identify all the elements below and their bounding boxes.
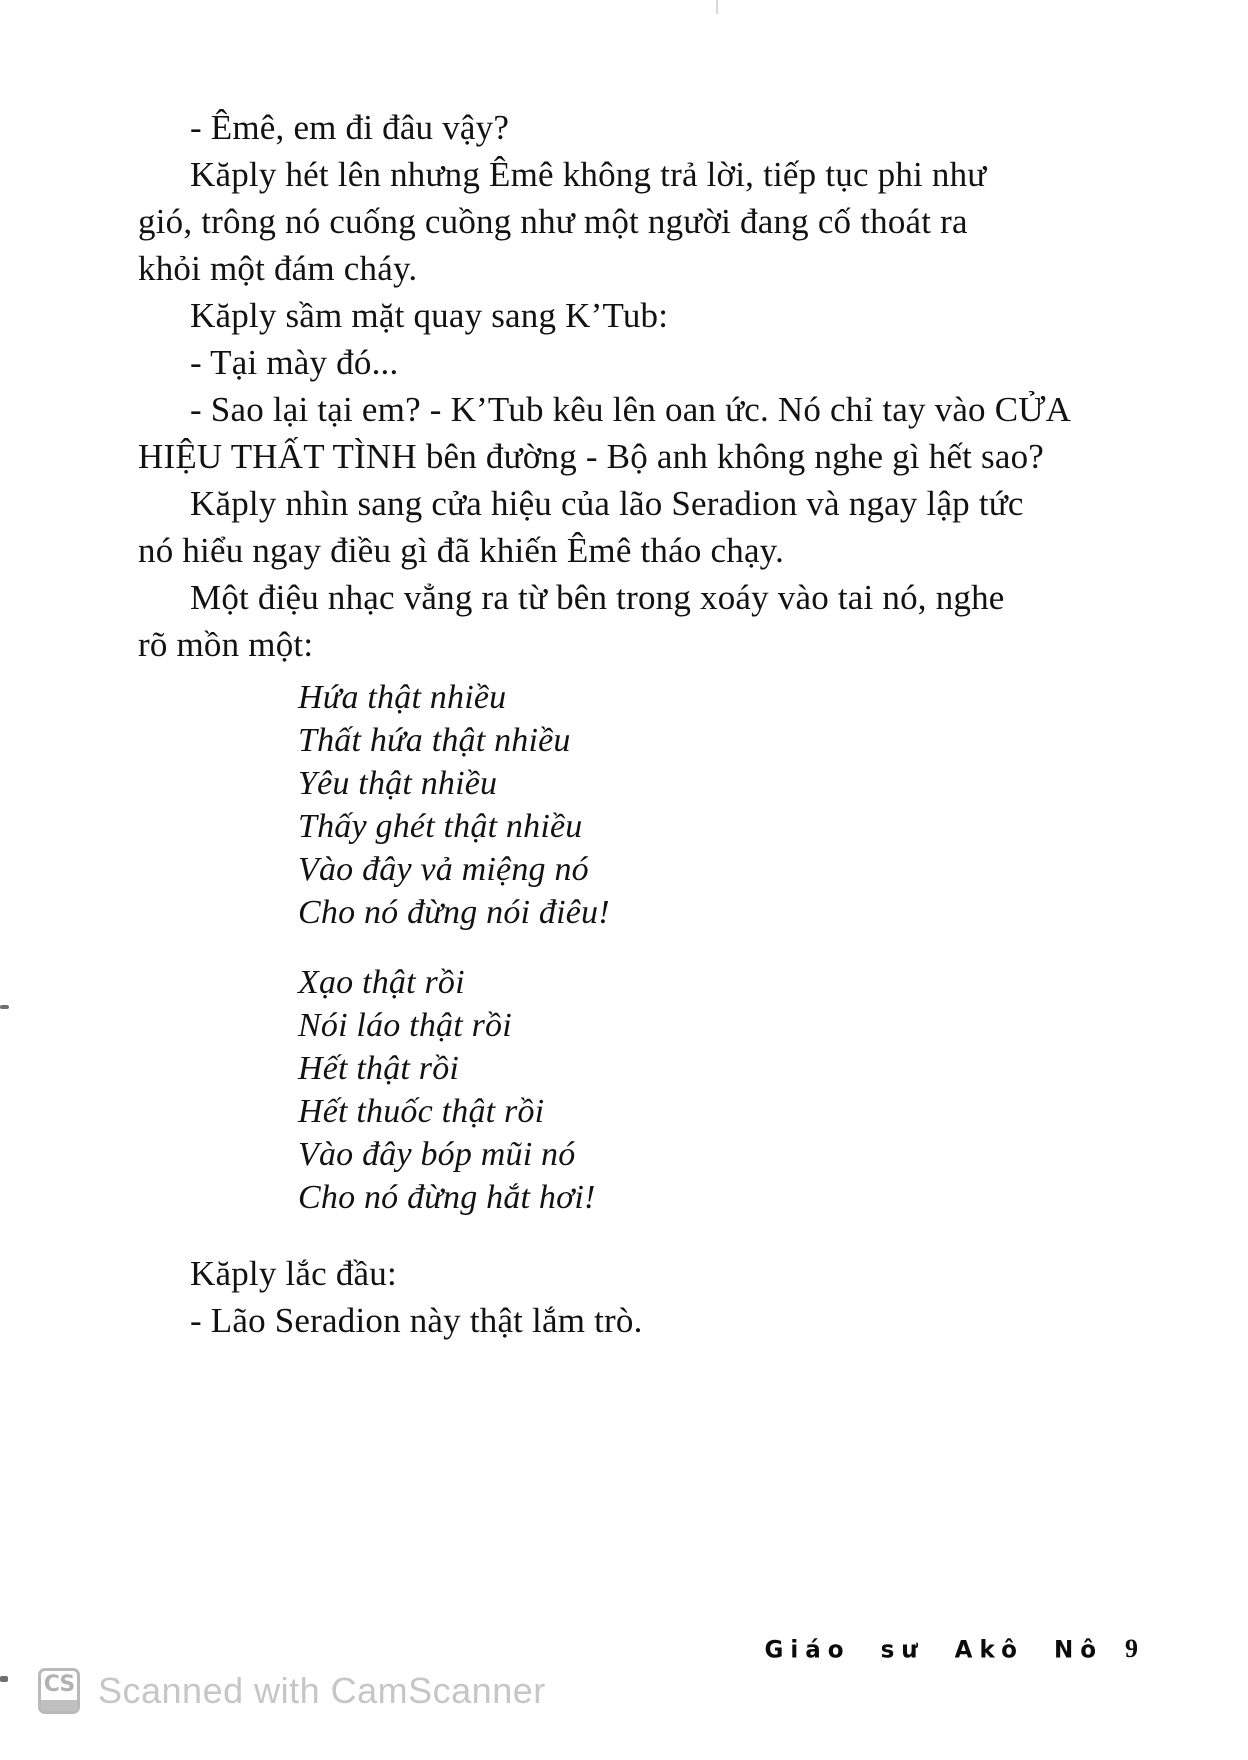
text-line: Kăply hét lên nhưng Êmê không trả lời, tiếp tục phi như (190, 155, 987, 194)
text-line: Vào đây bóp mũi nó (298, 1136, 576, 1173)
paragraph (138, 480, 1024, 574)
paragraph (138, 574, 1018, 668)
text-block (138, 104, 1072, 1344)
scan-artifact-dash (0, 1676, 8, 1682)
text-line: - Sao lại tại em? - K’Tub kêu lên oan ức. Nó chỉ tay vào CỬA (190, 390, 1072, 429)
text-line: Cho nó đừng nói điêu! (298, 894, 610, 931)
text-line: khỏi một đám cháy. (138, 249, 418, 288)
text-line: - Lão Seradion này thật lắm trò. (190, 1301, 643, 1340)
paragraph (138, 151, 1018, 292)
text-line: Thất hứa thật nhiều (298, 722, 571, 759)
verse-stanza (138, 961, 1018, 1219)
page-number: 9 (1125, 1634, 1138, 1663)
text-line: - Êmê, em đi đâu vậy? (190, 108, 510, 147)
text-line: Kăply lắc đầu: (190, 1254, 397, 1293)
paragraph (138, 1250, 1018, 1297)
camscanner-watermark (38, 1668, 546, 1714)
text-line: gió, trông nó cuống cuồng như một người đang cố thoát ra (138, 202, 968, 241)
scan-artifact-line (716, 0, 718, 14)
text-line: - Tại mày đó... (190, 343, 399, 382)
text-line: Một điệu nhạc vẳng ra từ bên trong xoáy vào tai nó, nghe (190, 578, 1005, 617)
paragraph (138, 386, 1072, 480)
text-line: Kăply nhìn sang cửa hiệu của lão Seradion và ngay lập tức (190, 484, 1024, 523)
text-line: Hết thật rồi (298, 1050, 460, 1087)
text-line: Vào đây vả miệng nó (298, 851, 589, 888)
paragraph (138, 104, 1018, 151)
watermark-text: Scanned with CamScanner (98, 1670, 546, 1711)
scan-artifact-dash (0, 1005, 9, 1009)
text-line: nó hiểu ngay điều gì đã khiến Êmê tháo chạy. (138, 531, 785, 570)
text-line: Kăply sầm mặt quay sang K’Tub: (190, 296, 669, 335)
text-line: rõ mồn một: (138, 625, 314, 664)
paragraph (138, 1297, 1018, 1344)
paragraph (138, 339, 1018, 386)
text-line: Nói láo thật rồi (298, 1007, 512, 1044)
text-line: Xạo thật rồi (298, 964, 465, 1001)
camscanner-logo-label: CS (43, 1672, 75, 1697)
text-line: Thấy ghét thật nhiều (298, 808, 583, 845)
text-line: Hết thuốc thật rồi (298, 1093, 545, 1130)
text-line: Yêu thật nhiều (298, 765, 498, 802)
verse-stanza (138, 676, 1018, 934)
paragraph (138, 292, 1018, 339)
text-line: Cho nó đừng hắt hơi! (298, 1179, 596, 1216)
page-footer (765, 1634, 1139, 1664)
running-title: Giáo sư Akô Nô (764, 1636, 1103, 1664)
text-line: HIỆU THẤT TÌNH bên đường - Bộ anh không nghe gì hết sao? (138, 437, 1045, 476)
text-line: Hứa thật nhiều (298, 679, 507, 716)
camscanner-logo-icon (38, 1668, 80, 1714)
camscanner-logo-band (41, 1700, 77, 1711)
